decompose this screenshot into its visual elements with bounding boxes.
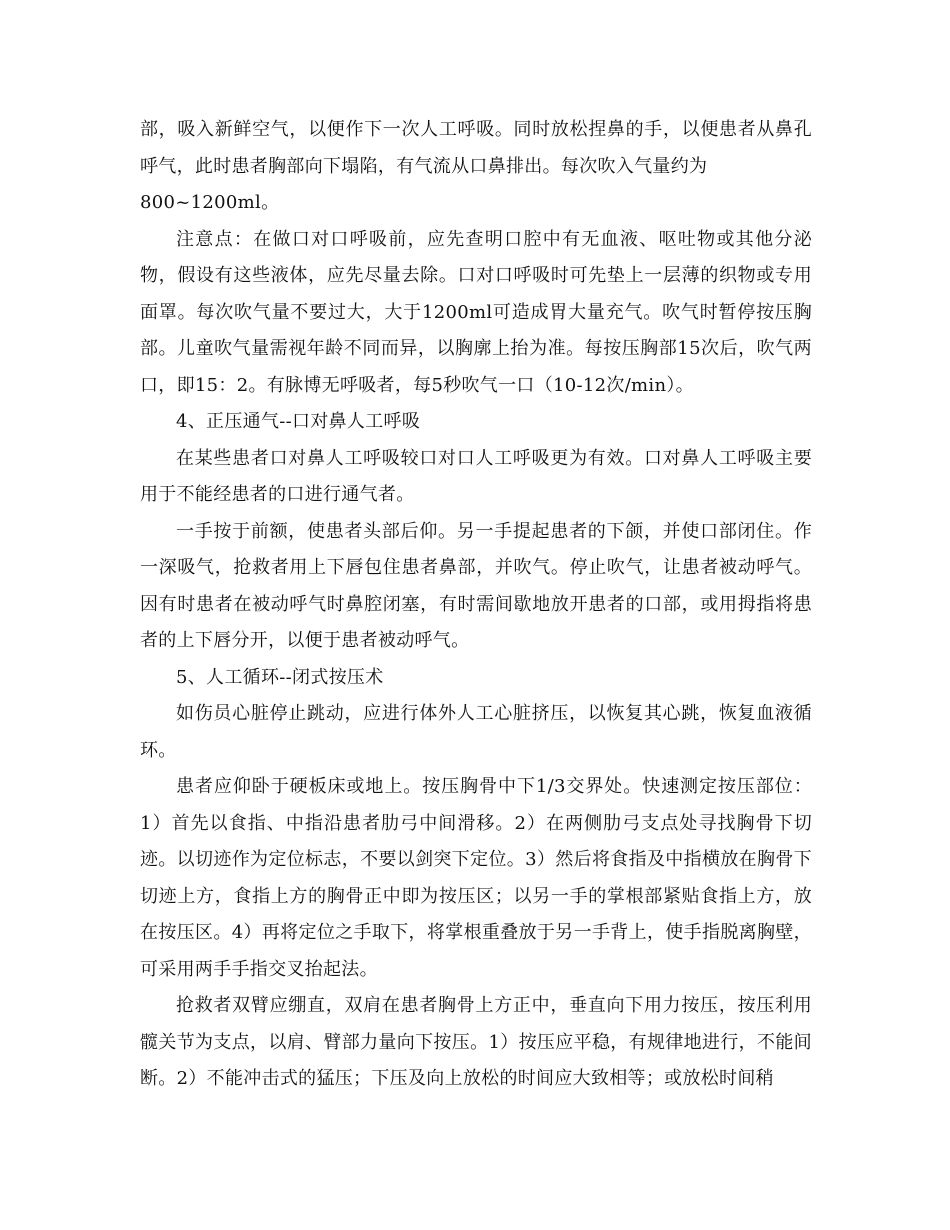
paragraph-compression-position: 患者应仰卧于硬板床或地上。按压胸骨中下1/3交界处。快速测定按压部位：1）首先以食指、中指沿患者肋弓中间滑移。2）在两侧肋弓支点处寻找胸骨下切迹。以切迹作为定位标志，不要以剑突下定位。3）然后将食指及中指横放在胸骨下切迹上方，食指上方的胸骨正中即为按压区；以另一手的掌根部紧贴食指上方，放在按压区。4）再将定位之手取下，将掌根重叠放于另一手背上，使手指脱离胸壁，可采用两手手指交叉抬起法。 xyxy=(140,776,812,980)
section-heading-5: 5、人工循环--闭式按压术 xyxy=(176,666,384,688)
paragraph-mouth-to-nose-intro: 在某些患者口对鼻人工呼吸较口对口人工呼吸更为有效。口对鼻人工呼吸主要用于不能经患者的口进行通气者。 xyxy=(140,447,812,505)
paragraph-compression-intro: 如伤员心脏停止跳动，应进行体外人工心脏挤压，以恢复其心跳，恢复血液循环。 xyxy=(140,703,812,761)
paragraph-notes: 注意点：在做口对口呼吸前，应先查明口腔中有无血液、呕吐物或其他分泌物，假设有这些液体，应先尽量去除。口对口呼吸时可先垫上一层薄的织物或专用面罩。每次吹气量不要过大，大于1200ml可造成胃大量充气。吹气时暂停按压胸部。儿童吹气量需视年龄不同而异，以胸廓上抬为准。每按压胸部15次后，吹气两口，即15：2。有脉博无呼吸者，每5秒吹气一口（10-12次/min）。 xyxy=(140,228,812,396)
paragraph-continuation-volume: 800~1200ml。 xyxy=(140,192,280,213)
paragraph-continuation: 部，吸入新鲜空气，以便作下一次人工呼吸。同时放松捏鼻的手，以便患者从鼻孔呼气，此时患者胸部向下塌陷，有气流从口鼻排出。每次吹入气量约为 xyxy=(140,119,812,177)
paragraph-mouth-to-nose-steps: 一手按于前额，使患者头部后仰。另一手提起患者的下颌，并使口部闭住。作一深吸气，抢救者用上下唇包住患者鼻部，并吹气。停止吹气，让患者被动呼气。因有时患者在被动呼气时鼻腔闭塞，有时需间歇地放开患者的口部，或用拇指将患者的上下唇分开，以便于患者被动呼气。 xyxy=(140,520,812,651)
section-heading-4: 4、正压通气--口对鼻人工呼吸 xyxy=(176,411,421,432)
paragraph-compression-technique: 抢救者双臂应绷直，双肩在患者胸骨上方正中，垂直向下用力按压，按压利用髋关节为支点，以肩、臂部力量向下按压。1）按压应平稳，有规律地进行，不能间断。2）不能冲击式的猛压；下压及向上放松的时间应大致相等；或放松时间稍 xyxy=(140,995,812,1089)
document-body xyxy=(140,112,812,1098)
